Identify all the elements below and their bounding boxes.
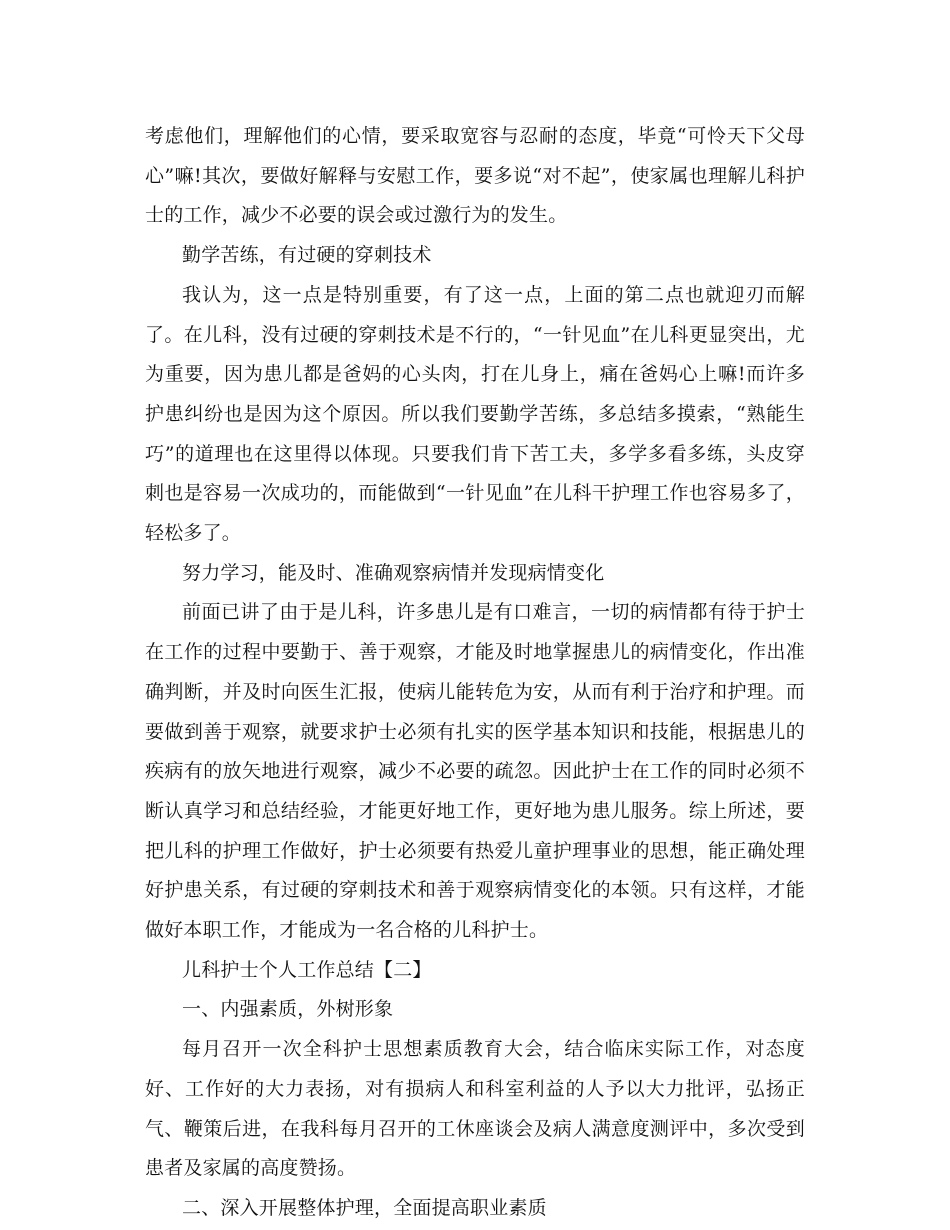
heading-quality-image: 一、内强素质，外树形象 (182, 998, 394, 1021)
document-body (145, 117, 805, 1229)
paragraph-quality-image: 每月召开一次全科护士思想素质教育大会，结合临床实际工作，对态度好、工作好的大力表扬，对有损病人和科室利益的人予以大力批评，弘扬正气、鞭策后进，在我科每月召开的工休座谈会及病人满意度测评中，多次受到患者及家属的高度赞扬。 (145, 1038, 805, 1180)
paragraph-1: 考虑他们，理解他们的心情，要采取宽容与忍耐的态度，毕竟“可怜天下父母心”嘛!其次，要做好解释与安慰工作，要多说“对不起”，使家属也理解儿科护士的工作，减少不必要的误会或过激行为的发生。 (145, 125, 805, 227)
paragraph-observation: 前面已讲了由于是儿科，许多患儿是有口难言，一切的病情都有待于护士在工作的过程中要勤于、善于观察，才能及时地掌握患儿的病情变化，作出准确判断，并及时向医生汇报，使病儿能转危为安，从而有利于治疗和护理。而要做到善于观察，就要求护士必须有扎实的医学基本知识和技能，根据患儿的疾病有的放矢地进行观察，减少不必要的疏忽。因此护士在工作的同时必须不断认真学习和总结经验，才能更好地工作，更好地为患儿服务。综上所述，要把儿科的护理工作做好，护士必须要有热爱儿童护理事业的思想，能正确处理好护患关系，有过硬的穿刺技术和善于观察病情变化的本领。只有这样，才能做好本职工作，才能成为一名合格的儿科护士。 (145, 601, 805, 942)
section-title-summary-two: 儿科护士个人工作总结【二】 (182, 958, 432, 981)
paragraph-puncture-skill: 我认为，这一点是特别重要，有了这一点，上面的第二点也就迎刃而解了。在儿科，没有过硬的穿刺技术是不行的，“一针见血”在儿科更显突出，尤为重要，因为患儿都是爸妈的心头肉，打在儿身上，痛在爸妈心上嘛!而许多护患纠纷也是因为这个原因。所以我们要勤学苦练，多总结多摸索，“熟能生巧”的道理也在这里得以体现。只要我们肯下苦工夫，多学多看多练，头皮穿刺也是容易一次成功的，而能做到“一针见血”在儿科干护理工作也容易多了，轻松多了。 (145, 283, 805, 545)
heading-holistic-nursing: 二、深入开展整体护理，全面提高职业素质 (182, 1196, 547, 1219)
heading-observation: 努力学习，能及时、准确观察病情并发现病情变化 (182, 561, 605, 584)
heading-puncture-skill: 勤学苦练，有过硬的穿刺技术 (182, 244, 432, 267)
